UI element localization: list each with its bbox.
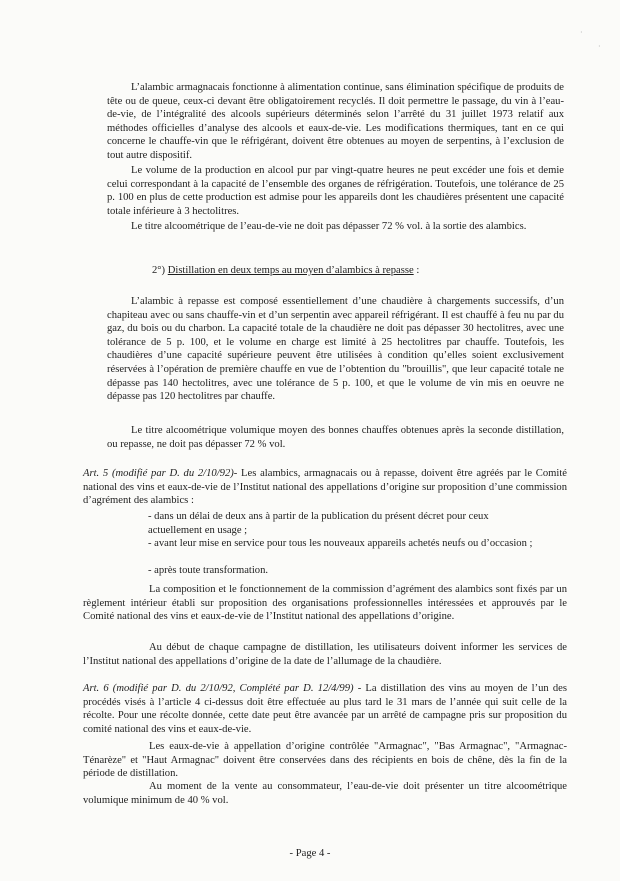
paragraph-alambic-repasse: L’alambic à repasse est composé essentiellement d’une chaudière à chargements successifs, d’un chapiteau avec ou sans chauffe-vin et d’un serpentin avec appareil réfrigérant. Il est chauffé à feu nu par du gaz, du bois ou du charbon. La capacité totale de la chaudière ne doit pas dépasser 30 hectolitres, avec une tolérance de 5 p. 100, et le volume en charge est limité à 25 hectolitres par chauffe. Toutefois, les chaudières d’une capacité supérieure peuvent être utilisées à condition qu’elles soient exclusivement réservées à l’opération de première chauffe en vue de l’obtention du "brouillis", que leur capacité totale ne dépasse pas 140 hectolitres, avec une tolérance de 5 p. 100, et que le volume de vin mis en oeuvre ne dépasse pas 120 hectolitres par chauffe. <box>107 296 564 403</box>
list-item-delai: - dans un délai de deux ans à partir de la publication du présent décret pour ceux actuellement en usage ; <box>148 511 489 536</box>
article-6-paragraph <box>83 682 567 736</box>
scan-speck: · <box>580 28 583 37</box>
scan-speck: · <box>598 42 601 51</box>
paragraph-vente-consommateur: Au moment de la vente au consommateur, l’eau-de-vie doit présenter un titre alcoométrique volumique minimum de 40 % vol. <box>83 781 567 806</box>
article-6-label: Art. 6 (modifié par D. du 2/10/92, Complété par D. 12/4/99) <box>83 683 354 694</box>
paragraph-composition-commission: La composition et le fonctionnement de la commission d’agrément des alambics sont fixés par un règlement intérieur établi sur proposition des organisations professionnelles intéressées et approuvés par le Comité national des vins et eaux-de-vie de l’Institut national des appellations d’origine. <box>83 584 567 623</box>
article-5-label: Art. 5 (modifié par D. du 2/10/92) <box>83 468 234 479</box>
section-colon: : <box>413 265 420 276</box>
paragraph-titre-alcoometrique: Le titre alcoométrique de l’eau-de-vie ne doit pas dépasser 72 % vol. à la sortie des alambics. <box>131 221 527 232</box>
article-6-text: - La distillation des vins au moyen de l’un des procédés visés à l’article 4 ci-dessus doit être effectuée au plus tard le 31 mars de l’année qui suit celle de la récolte. Pour une récolte donnée, cette date peut être avancée par un arrêté de campagne pris sur proposition du comité national des vins et eaux-de-vie. <box>83 683 567 735</box>
paragraph-eaux-de-vie-conservation: Les eaux-de-vie à appellation d’origine contrôlée "Armagnac", "Bas Armagnac", "Armagnac-Ténarèze" et "Haut Armagnac" doivent être conservées dans des récipients en bois de chêne, dès la fin de la période de distillation. <box>83 741 567 780</box>
section-title: Distillation en deux temps au moyen d’alambics à repasse <box>167 265 414 276</box>
list-item-mise-en-service: - avant leur mise en service pour tous les nouveaux appareils achetés neufs ou d’occasion ; <box>148 538 533 549</box>
paragraph-debut-campagne: Au début de chaque campagne de distillation, les utilisateurs doivent informer les services de l’Institut national des appellations d’origine de la date de l’allumage de la chaudière. <box>83 642 567 667</box>
page-number: - Page 4 - <box>289 848 331 859</box>
section-number: 2°) <box>152 265 166 276</box>
paragraph-volume-production: Le volume de la production en alcool pur par vingt-quatre heures ne peut excéder une fois et demie celui correspondant à la capacité de l’ensemble des organes de réfrigération. Toutefois, une tolérance de 25 p. 100 en plus de cette production est admise pour les appareils dont les chaudières présentent une capacité totale inférieure à 3 hectolitres. <box>107 165 564 217</box>
section-heading <box>152 264 572 278</box>
paragraph-alambic-armagnacais: L’alambic armagnacais fonctionne à alimentation continue, sans élimination spécifique de produits de tête ou de queue, ceux-ci devant être obligatoirement recyclés. Il doit permettre le passage, du vin à l’eau-de-vie, de l’intégralité des alcools supérieurs déterminés selon l’arrêté du 31 juillet 1973 relatif aux méthodes officielles d’analyse des alcools et eaux-de-vie. Les modifications thermiques, tant en ce qui concerne le chauffe-vin que le réfrigérant, doivent être obtenues au moyen de serpentins, à l’exclusion de tout autre dispositif. <box>107 82 564 161</box>
article-5-text: - Les alambics, armagnacais ou à repasse, doivent être agréés par le Comité national des vins et eaux-de-vie de l’Institut national des appellations d’origine sur proposition d’une commission d’agrément des alambics : <box>83 468 567 507</box>
article-5-paragraph <box>83 467 567 508</box>
paragraph-titre-repasse: Le titre alcoométrique volumique moyen des bonnes chauffes obtenues après la seconde distillation, ou repasse, ne doit pas dépasser 72 % vol. <box>107 425 564 450</box>
list-item-transformation: - après toute transformation. <box>148 565 269 576</box>
